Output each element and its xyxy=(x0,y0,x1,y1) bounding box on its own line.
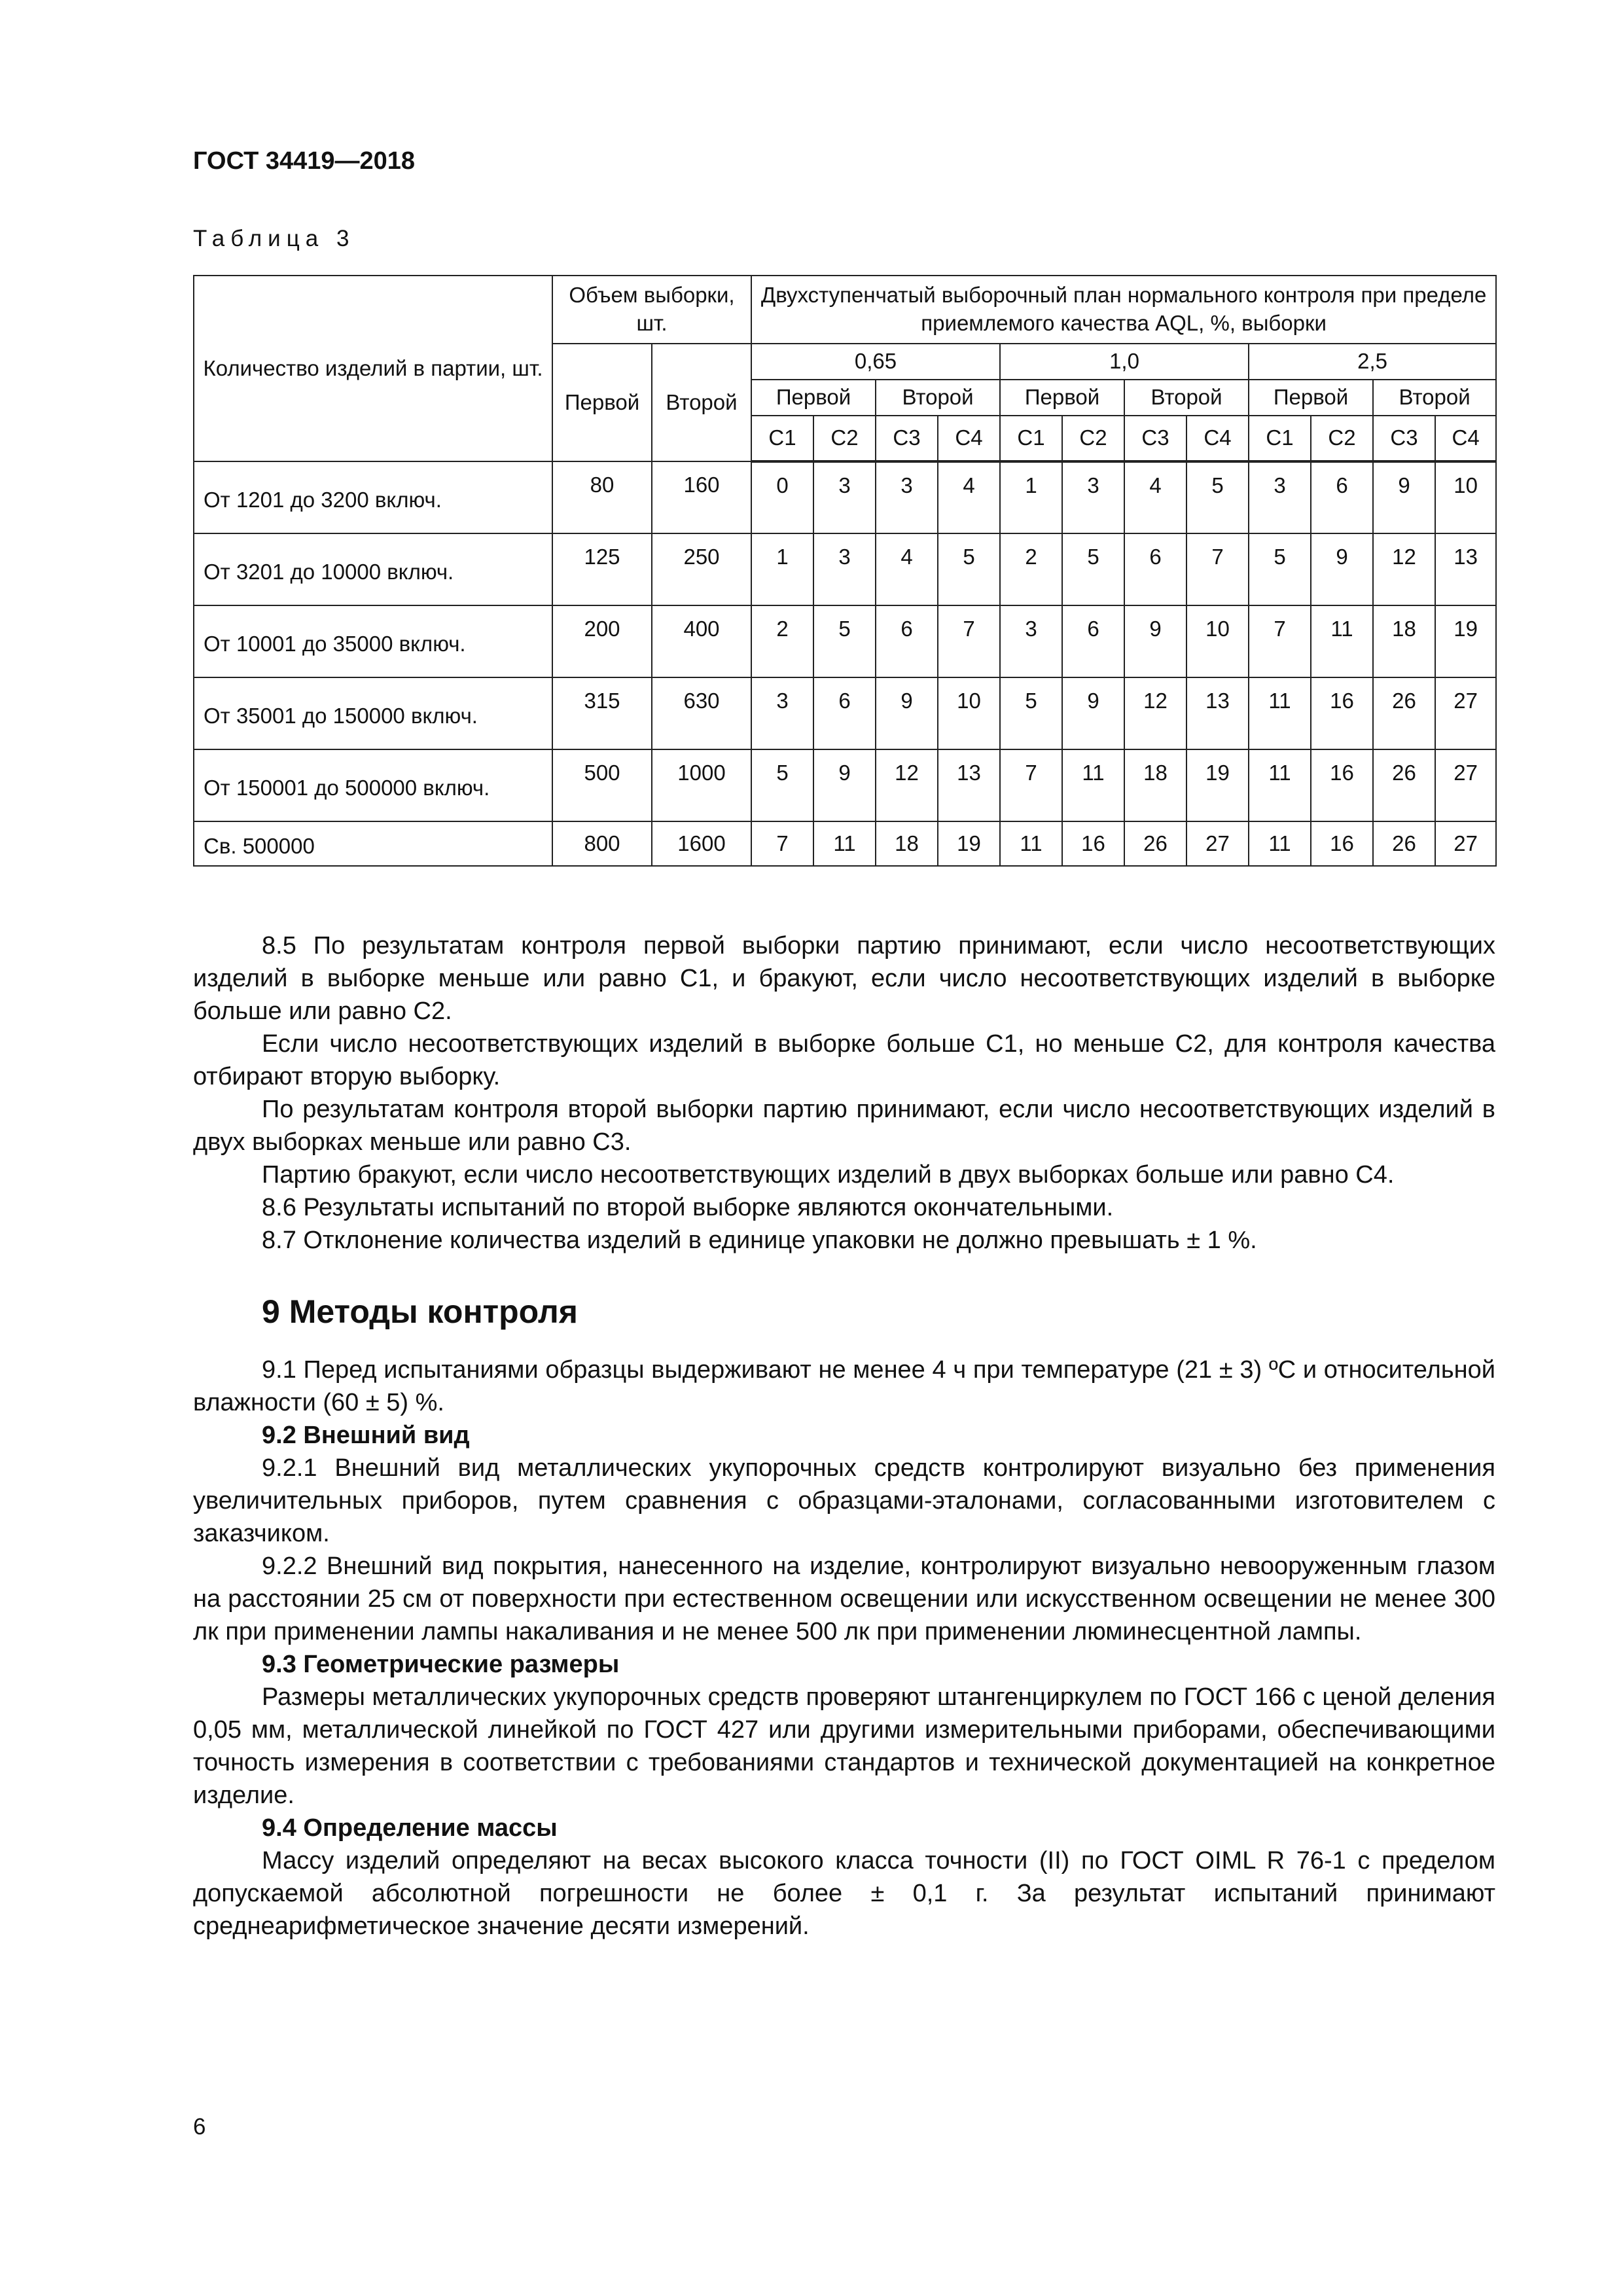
acceptance-number-cell: 16 xyxy=(1311,677,1373,749)
acceptance-number-cell: 7 xyxy=(1186,533,1249,605)
acceptance-number-cell: 16 xyxy=(1062,821,1124,866)
acceptance-number-cell: 2 xyxy=(751,605,813,677)
acceptance-number-cell: 11 xyxy=(1249,749,1311,821)
header-c: С1 xyxy=(1000,416,1062,461)
paragraph-8-6: 8.6 Результаты испытаний по второй выборке являются окончательными. xyxy=(262,1194,1114,1221)
header-first: Первой xyxy=(1249,380,1373,416)
paragraph-8-5: 8.5 По результатам контроля первой выборки партию принимают, если число несоответствующих изделий в выборке меньше или равно С1, и бракуют, если число несоответствующих изделий в выборке больше или равно С2. xyxy=(193,932,1495,1025)
header-second: Второй xyxy=(1124,380,1249,416)
acceptance-number-cell: 11 xyxy=(1062,749,1124,821)
acceptance-number-cell: 11 xyxy=(1311,605,1373,677)
paragraph-9-1: 9.1 Перед испытаниями образцы выдерживают не менее 4 ч при температуре (21 ± 3) ºС и относительной влажности (60 ± 5) %. xyxy=(193,1356,1495,1416)
document-code: ГОСТ 34419—2018 xyxy=(193,147,416,175)
header-second: Второй xyxy=(876,380,1000,416)
paragraph: По результатам контроля второй выборки партию принимают, если число несоответствующих изделий в двух выборках меньше или равно С3. xyxy=(193,1096,1495,1156)
table-caption: Таблица 3 xyxy=(193,226,355,251)
acceptance-number-cell: 9 xyxy=(1311,533,1373,605)
acceptance-number-cell: 6 xyxy=(1062,605,1124,677)
acceptance-number-cell: 27 xyxy=(1435,677,1496,749)
acceptance-number-cell: 4 xyxy=(938,461,1000,533)
paragraph-9-2-2: 9.2.2 Внешний вид покрытия, нанесенного на изделие, контролируют визуально невооруженным глазом на расстоянии 25 см от поверхности при естественном освещении или искусственном освещении не менее 300 лк при применении лампы накаливания и не менее 500 лк при применении люминесцентной лампы. xyxy=(193,1552,1495,1645)
acceptance-number-cell: 9 xyxy=(1373,461,1435,533)
sample-size-second-cell: 400 xyxy=(652,605,751,677)
header-c: С1 xyxy=(1249,416,1311,461)
table-row xyxy=(194,533,1496,605)
sample-size-first-cell: 200 xyxy=(552,605,652,677)
acceptance-number-cell: 19 xyxy=(1186,749,1249,821)
header-c: С2 xyxy=(1311,416,1373,461)
paragraph-9-3: Размеры металлических укупорочных средств проверяют штангенциркулем по ГОСТ 166 с ценой деления 0,05 мм, металлической линейкой по ГОСТ 427 или другими измерительными приборами, обеспечивающими точность измерения в соответствии с требованиями стандартов и технической документацией на конкретное изделие. xyxy=(193,1683,1495,1809)
acceptance-number-cell: 5 xyxy=(813,605,876,677)
acceptance-number-cell: 18 xyxy=(1124,749,1186,821)
paragraph-9-4: Массу изделий определяют на весах высокого класса точности (II) по ГОСТ OIML R 76-1 с пределом допускаемой абсолютной погрешности не более ± 0,1 г. За результат испытаний принимают среднеарифметическое значение десяти измерений. xyxy=(193,1847,1495,1940)
paragraph: Партию бракуют, если число несоответствующих изделий в двух выборках больше или равно С4. xyxy=(262,1161,1395,1189)
header-sampling-plan: Двухступенчатый выборочный план нормального контроля при пределе приемлемого качества AQL, %, выборки xyxy=(751,276,1496,344)
acceptance-number-cell: 26 xyxy=(1373,821,1435,866)
acceptance-number-cell: 9 xyxy=(813,749,876,821)
header-c: С4 xyxy=(1435,416,1496,461)
acceptance-number-cell: 11 xyxy=(1249,677,1311,749)
acceptance-number-cell: 3 xyxy=(751,677,813,749)
header-c: С3 xyxy=(1373,416,1435,461)
acceptance-number-cell: 10 xyxy=(938,677,1000,749)
subsection-heading: 9.4 Определение массы xyxy=(262,1814,558,1842)
acceptance-number-cell: 16 xyxy=(1311,749,1373,821)
acceptance-number-cell: 1 xyxy=(751,533,813,605)
acceptance-number-cell: 27 xyxy=(1435,749,1496,821)
batch-range-cell: Св. 500000 xyxy=(194,821,552,866)
acceptance-number-cell: 11 xyxy=(813,821,876,866)
header-n2: Второй xyxy=(652,344,751,461)
sample-size-second-cell: 250 xyxy=(652,533,751,605)
batch-range-cell: От 150001 до 500000 включ. xyxy=(194,749,552,821)
subsection-heading: 9.2 Внешний вид xyxy=(262,1422,470,1449)
acceptance-number-cell: 10 xyxy=(1435,461,1496,533)
acceptance-number-cell: 26 xyxy=(1373,677,1435,749)
header-first: Первой xyxy=(1000,380,1124,416)
acceptance-number-cell: 3 xyxy=(1000,605,1062,677)
acceptance-number-cell: 19 xyxy=(938,821,1000,866)
acceptance-number-cell: 13 xyxy=(1435,533,1496,605)
batch-range-cell: От 3201 до 10000 включ. xyxy=(194,533,552,605)
acceptance-number-cell: 27 xyxy=(1435,821,1496,866)
paragraph: Если число несоответствующих изделий в выборке больше С1, но меньше С2, для контроля качества отбирают вторую выборку. xyxy=(193,1030,1495,1090)
acceptance-number-cell: 7 xyxy=(1249,605,1311,677)
sample-size-first-cell: 500 xyxy=(552,749,652,821)
acceptance-number-cell: 6 xyxy=(876,605,938,677)
acceptance-number-cell: 5 xyxy=(1062,533,1124,605)
acceptance-number-cell: 19 xyxy=(1435,605,1496,677)
acceptance-number-cell: 3 xyxy=(1062,461,1124,533)
sampling-plan-table xyxy=(193,275,1497,867)
header-second: Второй xyxy=(1373,380,1496,416)
sample-size-first-cell: 80 xyxy=(552,461,652,533)
header-c: С3 xyxy=(1124,416,1186,461)
header-sample-size: Объем выборки, шт. xyxy=(552,276,751,344)
acceptance-number-cell: 3 xyxy=(813,533,876,605)
acceptance-number-cell: 4 xyxy=(1124,461,1186,533)
header-c: С4 xyxy=(938,416,1000,461)
sample-size-second-cell: 630 xyxy=(652,677,751,749)
acceptance-number-cell: 7 xyxy=(751,821,813,866)
batch-range-cell: От 1201 до 3200 включ. xyxy=(194,461,552,533)
acceptance-number-cell: 12 xyxy=(1373,533,1435,605)
acceptance-number-cell: 18 xyxy=(876,821,938,866)
acceptance-number-cell: 3 xyxy=(876,461,938,533)
paragraph-9-2-1: 9.2.1 Внешний вид металлических укупорочных средств контролируют визуально без применения увеличительных приборов, путем сравнения с образцами-эталонами, согласованными изготовителем с заказчиком. xyxy=(193,1454,1495,1547)
batch-range-cell: От 35001 до 150000 включ. xyxy=(194,677,552,749)
table-body xyxy=(194,461,1496,866)
acceptance-number-cell: 11 xyxy=(1000,821,1062,866)
acceptance-number-cell: 27 xyxy=(1186,821,1249,866)
acceptance-number-cell: 5 xyxy=(938,533,1000,605)
acceptance-number-cell: 7 xyxy=(938,605,1000,677)
sample-size-second-cell: 1000 xyxy=(652,749,751,821)
acceptance-number-cell: 9 xyxy=(1124,605,1186,677)
acceptance-number-cell: 11 xyxy=(1249,821,1311,866)
acceptance-number-cell: 5 xyxy=(1186,461,1249,533)
table-row xyxy=(194,605,1496,677)
acceptance-number-cell: 0 xyxy=(751,461,813,533)
section-title: 9 Методы контроля xyxy=(262,1293,578,1330)
paragraph-8-7: 8.7 Отклонение количества изделий в единице упаковки не должно превышать ± 1 %. xyxy=(262,1227,1257,1254)
acceptance-number-cell: 2 xyxy=(1000,533,1062,605)
acceptance-number-cell: 4 xyxy=(876,533,938,605)
acceptance-number-cell: 9 xyxy=(876,677,938,749)
header-n1: Первой xyxy=(552,344,652,461)
acceptance-number-cell: 13 xyxy=(938,749,1000,821)
header-aql: 2,5 xyxy=(1249,344,1496,380)
table-row xyxy=(194,461,1496,533)
acceptance-number-cell: 10 xyxy=(1186,605,1249,677)
section-8-text xyxy=(193,929,1495,1257)
sample-size-second-cell: 160 xyxy=(652,461,751,533)
table-row xyxy=(194,749,1496,821)
acceptance-number-cell: 1 xyxy=(1000,461,1062,533)
sample-size-second-cell: 1600 xyxy=(652,821,751,866)
header-c: С1 xyxy=(751,416,813,461)
header-c: С3 xyxy=(876,416,938,461)
table-row xyxy=(194,677,1496,749)
acceptance-number-cell: 3 xyxy=(1249,461,1311,533)
acceptance-number-cell: 12 xyxy=(876,749,938,821)
acceptance-number-cell: 9 xyxy=(1062,677,1124,749)
acceptance-number-cell: 7 xyxy=(1000,749,1062,821)
acceptance-number-cell: 5 xyxy=(1249,533,1311,605)
acceptance-number-cell: 6 xyxy=(1311,461,1373,533)
acceptance-number-cell: 5 xyxy=(751,749,813,821)
acceptance-number-cell: 6 xyxy=(1124,533,1186,605)
batch-range-cell: От 10001 до 35000 включ. xyxy=(194,605,552,677)
acceptance-number-cell: 3 xyxy=(813,461,876,533)
header-c: С2 xyxy=(813,416,876,461)
acceptance-number-cell: 6 xyxy=(813,677,876,749)
acceptance-number-cell: 13 xyxy=(1186,677,1249,749)
acceptance-number-cell: 12 xyxy=(1124,677,1186,749)
header-aql: 1,0 xyxy=(1000,344,1249,380)
acceptance-number-cell: 26 xyxy=(1373,749,1435,821)
header-c: С2 xyxy=(1062,416,1124,461)
header-c: С4 xyxy=(1186,416,1249,461)
sample-size-first-cell: 800 xyxy=(552,821,652,866)
acceptance-number-cell: 26 xyxy=(1124,821,1186,866)
header-first: Первой xyxy=(751,380,876,416)
table-row xyxy=(194,821,1496,866)
section-9-text xyxy=(193,1354,1495,1943)
page-number: 6 xyxy=(193,2114,206,2140)
sample-size-first-cell: 315 xyxy=(552,677,652,749)
header-aql: 0,65 xyxy=(751,344,1000,380)
sample-size-first-cell: 125 xyxy=(552,533,652,605)
subsection-heading: 9.3 Геометрические размеры xyxy=(262,1651,620,1678)
header-batch-size: Количество изделий в партии, шт. xyxy=(194,276,552,461)
acceptance-number-cell: 16 xyxy=(1311,821,1373,866)
acceptance-number-cell: 5 xyxy=(1000,677,1062,749)
acceptance-number-cell: 18 xyxy=(1373,605,1435,677)
